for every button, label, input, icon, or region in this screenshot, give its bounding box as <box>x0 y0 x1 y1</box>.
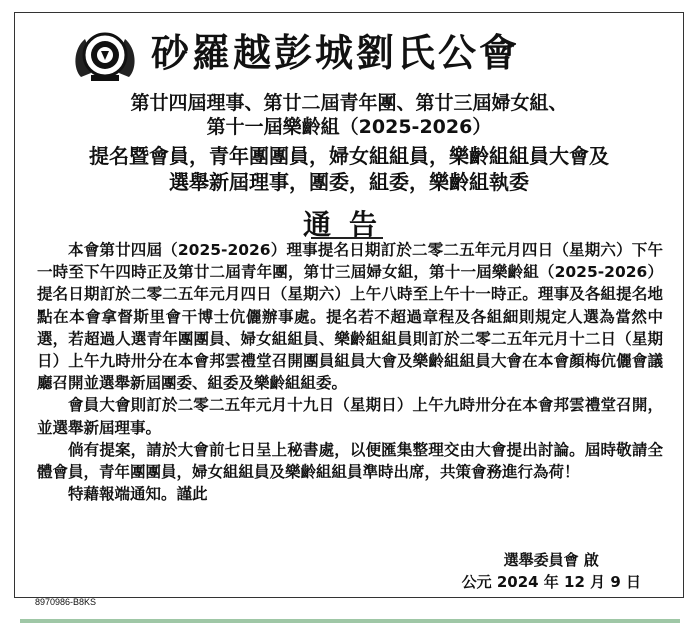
committee-signature: 選舉委員會 啟 <box>503 551 599 569</box>
notice-body <box>37 239 663 505</box>
notice-title: 通告 <box>302 208 395 241</box>
paragraph: 本會第廿四屆（2025-2026）理事提名日期訂於二零二五年元月四日（星期六）下午一時至下午四時正及第廿二屆青年團，第廿三屆婦女組，第十一屆樂齡組（2025-2026）提名日期訂於二零二五年元月四日（星期六）上午八時至上午十一時正。理事及各組提名地點在本會拿督斯里會干博士伉儷辦事處。提名若不超過章程及各組細則規定人選為當然中選，若超過人選青年團團員、婦女組組員、樂齡組組員則訂於二零二五年元月十二日（星期日）上午九時卅分在本會邦雲禮堂召開團員組員大會及樂齡組組員大會在本會顏梅伉儷會議廳召開並選舉新屆團委、組委及樂齡組組委。 <box>37 241 663 393</box>
signature-block <box>462 549 641 593</box>
association-emblem-icon <box>71 27 139 83</box>
bottom-color-bar <box>20 619 680 623</box>
notice-panel <box>14 12 684 607</box>
paragraph: 特藉報端通知。謹此 <box>68 485 208 504</box>
paragraph: 會員大會則訂於二零二五年元月十九日（星期日）上午九時卅分在本會邦雲禮堂召開，並選舉新屆理事。 <box>37 396 663 437</box>
reference-code: 8970986-B8KS <box>35 597 97 607</box>
headline-line-2: 第十一屆樂齡組（2025-2026） <box>206 116 492 138</box>
headline-line-4: 選舉新屆理事，團委，組委，樂齡組執委 <box>169 170 529 194</box>
headline-line-3: 提名暨會員，青年團團員，婦女組組員，樂齡組組員大會及 <box>89 144 609 168</box>
signature-date: 公元 2024 年 12 月 9 日 <box>461 573 641 591</box>
paragraph: 倘有提案，請於大會前七日呈上秘書處，以便匯集整理交由大會提出討論。屆時敬請全體會員，青年團團員，婦女組組員及樂齡組組員準時出席，共策會務進行為荷！ <box>37 440 663 482</box>
headline-line-1: 第廿四屆理事、第廿二屆青年團、第廿三屆婦女組、 <box>130 92 568 114</box>
header <box>15 13 683 91</box>
organization-name: 砂羅越彭城劉氏公會 <box>151 31 521 75</box>
